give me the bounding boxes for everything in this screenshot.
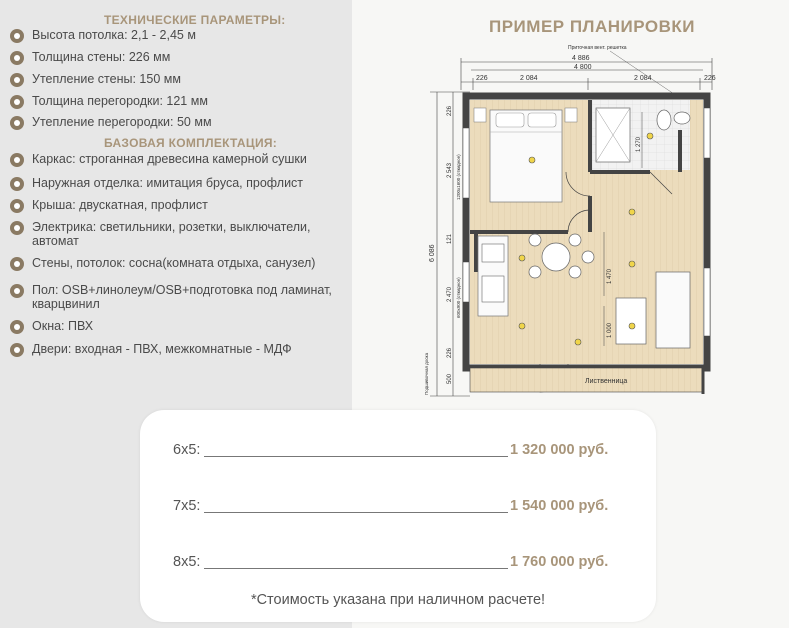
spec-wall-thickness: Толщина стены: 226 мм xyxy=(10,50,350,65)
base-kit-title: БАЗОВАЯ КОМПЛЕКТАЦИЯ: xyxy=(104,136,278,150)
dim-seg-0: 226 xyxy=(476,75,488,82)
dim-left-4: 226 xyxy=(447,347,453,358)
kit-exterior: Наружная отделка: имитация бруса, профлист xyxy=(10,176,350,191)
price-row xyxy=(140,442,656,462)
sofa xyxy=(656,272,690,348)
kit-windows: Окна: ПВХ xyxy=(10,319,350,334)
price-underline xyxy=(204,456,508,457)
window-right-top xyxy=(704,108,710,158)
kit-frame: Каркас: строганная древесина камерной сушки xyxy=(10,152,350,167)
dim-total-height: 6 086 xyxy=(429,244,436,262)
nightstand-left xyxy=(474,108,486,122)
spec-partition-thickness: Толщина перегородки: 121 мм xyxy=(10,94,350,109)
dim-inner-width: 4 800 xyxy=(574,64,592,71)
terrace-side-label: Подшивочная доска xyxy=(424,352,429,395)
left-window-top: 1200х1600 (откидное) xyxy=(456,154,461,200)
price-value: 1 540 000 руб. xyxy=(510,498,609,514)
price-underline xyxy=(204,512,508,513)
toilet xyxy=(657,110,671,130)
dim-left-3: 2 470 xyxy=(447,286,453,302)
dim-left-2: 121 xyxy=(447,233,453,244)
vent-label: Приточная вент. решетка xyxy=(568,45,627,51)
inner-dim-2: 1 000 xyxy=(607,322,613,338)
bed xyxy=(490,110,562,202)
price-value: 1 760 000 руб. xyxy=(510,554,609,570)
price-size: 7х5: xyxy=(173,498,201,514)
plan-title: ПРИМЕР ПЛАНИРОВКИ xyxy=(489,17,695,36)
window-left-top xyxy=(463,128,469,198)
window-left-bottom xyxy=(463,262,469,302)
kit-electrics: Электрика: светильники, розетки, выключатели, автомат xyxy=(10,220,350,248)
inner-dim-0: 1 270 xyxy=(636,136,642,152)
price-size: 8х5: xyxy=(173,554,201,570)
kit-roof: Крыша: двускатная, профлист xyxy=(10,198,350,213)
kit-floor: Пол: OSB+линолеум/OSB+подготовка под ламинат, кварцвинил xyxy=(10,283,350,311)
sink xyxy=(674,112,690,124)
nightstand-right xyxy=(565,108,577,122)
kitchen-sink xyxy=(482,244,504,262)
price-row xyxy=(140,498,656,518)
price-row xyxy=(140,554,656,574)
price-card xyxy=(140,410,656,622)
dimension-top xyxy=(461,58,712,90)
spec-partition-insulation: Утепление перегородки: 50 мм xyxy=(10,115,350,130)
dim-left-1: 2 543 xyxy=(447,162,453,178)
tech-params-title: ТЕХНИЧЕСКИЕ ПАРАМЕТРЫ: xyxy=(104,13,286,27)
spec-wall-insulation: Утепление стены: 150 мм xyxy=(10,72,350,87)
left-window-bottom: 600х900 (откидное) xyxy=(456,277,461,318)
inner-dim-1: 1 470 xyxy=(607,268,613,284)
kit-doors: Двери: входная - ПВХ, межкомнатные - МДФ xyxy=(10,342,350,357)
kit-walls-ceiling: Стены, потолок: сосна(комната отдыха, санузел) xyxy=(10,256,350,271)
dim-left-5: 500 xyxy=(447,373,453,384)
dim-left-0: 226 xyxy=(447,105,453,116)
dim-seg-2: 2 084 xyxy=(634,75,652,82)
window-right-bottom xyxy=(704,268,710,336)
price-size: 6х5: xyxy=(173,442,201,458)
stove xyxy=(482,276,504,302)
dim-outer-width: 4 886 xyxy=(572,55,590,62)
terrace-label: Лиственница xyxy=(585,378,628,385)
dim-seg-1: 2 084 xyxy=(520,75,538,82)
price-underline xyxy=(204,568,508,569)
coffee-table xyxy=(616,298,646,344)
spec-ceiling-height: Высота потолка: 2,1 - 2,45 м xyxy=(10,28,350,43)
dim-seg-3: 226 xyxy=(704,75,716,82)
price-note: *Стоимость указана при наличном расчете! xyxy=(250,592,546,608)
price-value: 1 320 000 руб. xyxy=(510,442,609,458)
